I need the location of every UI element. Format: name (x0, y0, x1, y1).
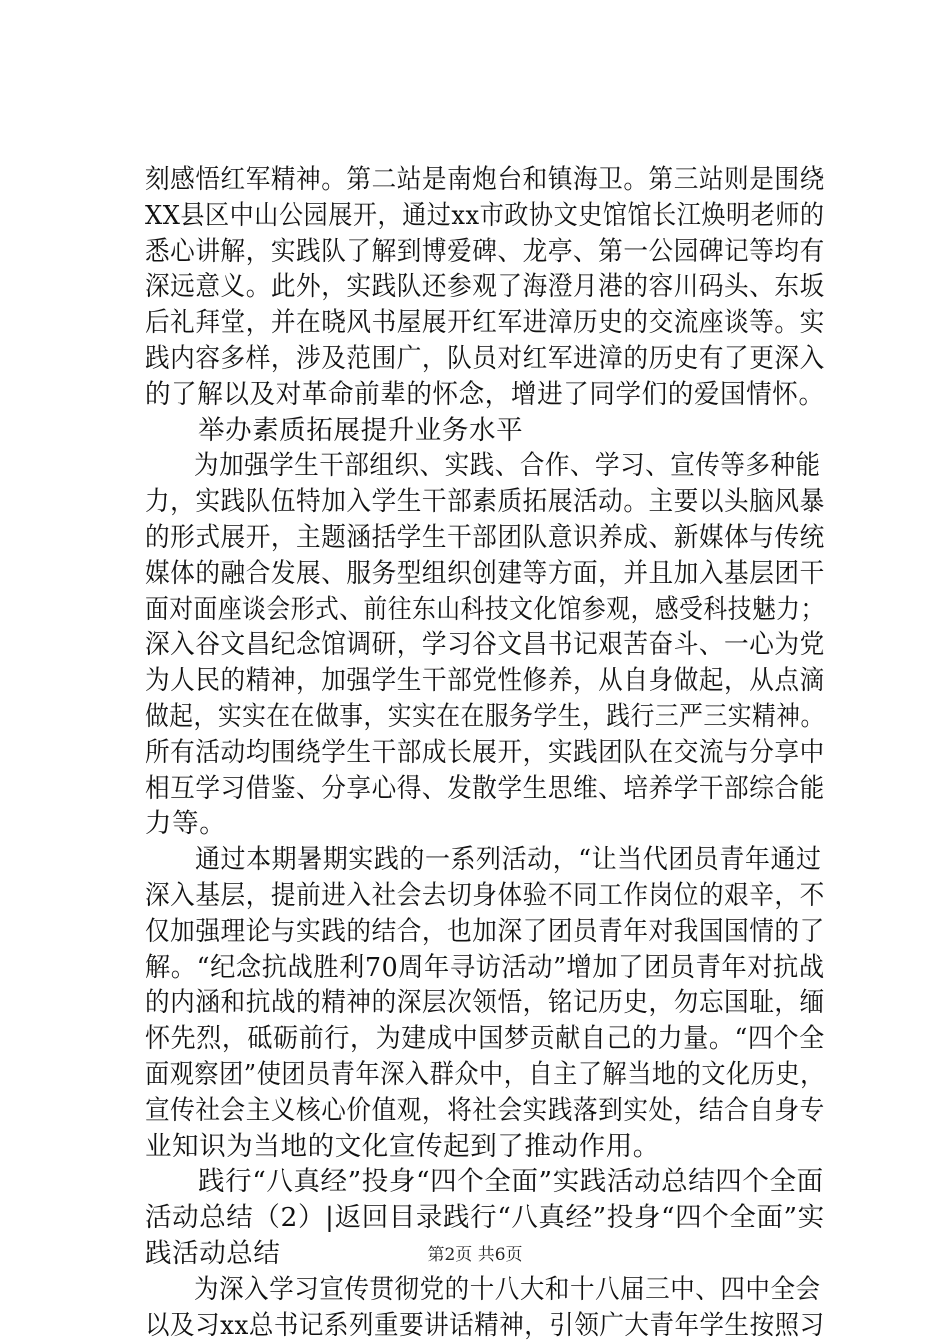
text-line: 媒体的融合发展、服务型组织创建等方面，并且加入基层团干 (145, 557, 825, 589)
text-line: 怀先烈，砥砺前行，为建成中国梦贡献自己的力量。“四个全 (145, 1023, 825, 1055)
text-line: 举办素质拓展提升业务水平 (198, 414, 524, 446)
text-line: 力，实践队伍特加入学生干部素质拓展活动。主要以头脑风暴 (145, 486, 825, 518)
text-line: 解。“纪念抗战胜利70周年寻访活动”增加了团员青年对抗战 (145, 951, 825, 983)
text-line: 的形式展开，主题涵括学生干部团队意识养成、新媒体与传统 (145, 521, 825, 553)
text-line: 的了解以及对革命前辈的怀念，增进了同学们的爱国情怀。 (145, 378, 825, 410)
text-line: XX县区中山公园展开，通过xx市政协文史馆馆长江焕明老师的 (145, 199, 825, 231)
text-line: 为人民的精神，加强学生干部党性修养，从自身做起，从点滴 (145, 665, 825, 697)
text-line: 业知识为当地的文化宣传起到了推动作用。 (145, 1130, 660, 1162)
text-line: 仅加强理论与实践的结合，也加深了团员青年对我国国情的了 (145, 915, 825, 947)
text-line: 深入基层，提前进入社会去切身体验不同工作岗位的艰辛，不 (145, 879, 825, 911)
text-line: 的内涵和抗战的精神的深层次领悟，铭记历史，勿忘国耻，缅 (145, 987, 825, 1019)
text-line: 面观察团”使团员青年深入群众中，自主了解当地的文化历史， (145, 1058, 825, 1090)
text-line: 刻感悟红军精神。第二站是南炮台和镇海卫。第三站则是围绕 (145, 164, 825, 195)
text-line: 为深入学习宣传贯彻党的十八大和十八届三中、四中全会 (194, 1273, 821, 1305)
page-footer: 第2页 共6页 (427, 1245, 523, 1265)
text-line: 活动总结（2）|返回目录践行“八真经”投身“四个全面”实 (145, 1202, 825, 1234)
text-line: 践行“八真经”投身“四个全面”实践活动总结四个全面 (198, 1166, 824, 1198)
text-line: 以及习xx总书记系列重要讲话精神，引领广大青年学生按照习 (145, 1309, 825, 1341)
document-body (145, 162, 825, 1343)
text-line: 悉心讲解，实践队了解到博爱碑、龙亭、第一公园碑记等均有 (145, 235, 825, 267)
text-line: 通过本期暑期实践的一系列活动，“让当代团员青年通过 (194, 844, 822, 876)
text-line: 为加强学生干部组织、实践、合作、学习、宣传等多种能 (194, 450, 821, 482)
text-line: 所有活动均围绕学生干部成长展开，实践团队在交流与分享中 (145, 736, 825, 768)
text-line: 后礼拜堂，并在晓风书屋展开红军进漳历史的交流座谈等。实 (145, 307, 825, 339)
text-line: 做起，实实在在做事，实实在在服务学生，践行三严三实精神。 (145, 700, 825, 732)
text-line: 面对面座谈会形式、前往东山科技文化馆参观，感受科技魅力； (145, 593, 825, 625)
text-line: 力等。 (145, 808, 227, 840)
text-line: 相互学习借鉴、分享心得、发散学生思维、培养学干部综合能 (145, 772, 825, 804)
text-line: 深远意义。此外，实践队还参观了海澄月港的容川码头、东坂 (145, 271, 825, 303)
text-line: 践内容多样，涉及范围广，队员对红军进漳的历史有了更深入 (145, 342, 825, 374)
text-line: 践活动总结 (145, 1237, 281, 1269)
text-line: 深入谷文昌纪念馆调研，学习谷文昌书记艰苦奋斗、一心为党 (145, 629, 825, 661)
text-line: 宣传社会主义核心价值观，将社会实践落到实处，结合自身专 (145, 1094, 825, 1126)
